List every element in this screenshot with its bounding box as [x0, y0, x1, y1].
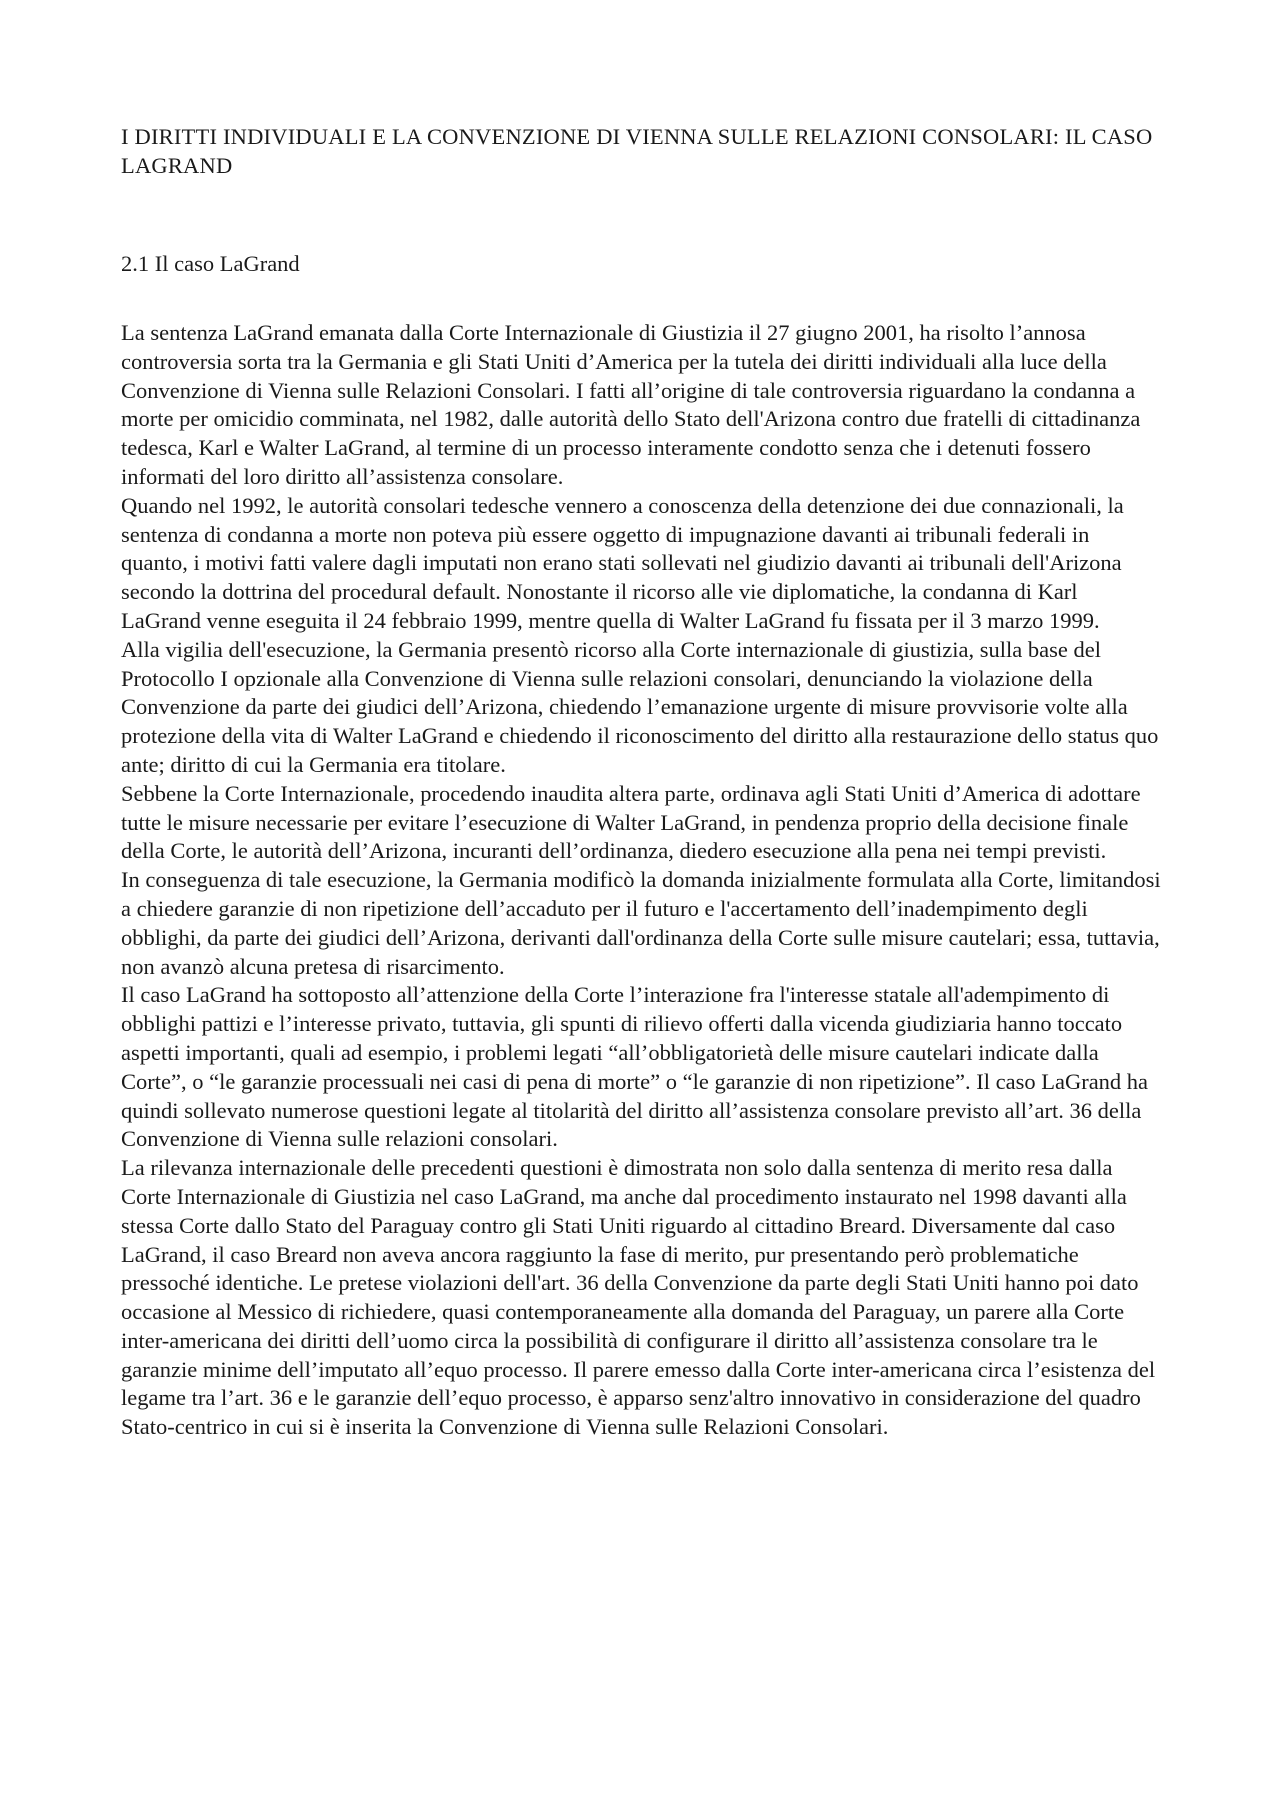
paragraph: La sentenza LaGrand emanata dalla Corte Internazionale di Giustizia il 27 giugno 2001, ha risolto l’annosa controversia sorta tra la Germania e gli Stati Uniti d’America per la tutela dei diritti individuali alla luce della Convenzione di Vienna sulle Relazioni Consolari. I fatti all’origine di tale controversia riguardano la condanna a morte per omicidio comminata, nel 1982, dalle autorità dello Stato dell'Arizona contro due fratelli di cittadinanza tedesca, Karl e Walter LaGrand, al termine di un processo interamente condotto senza che i detenuti fossero informati del loro diritto all’assistenza consolare. [121, 320, 1141, 489]
paragraph: Quando nel 1992, le autorità consolari tedesche vennero a conoscenza della detenzione dei due connazionali, la sentenza di condanna a morte non poteva più essere oggetto di impugnazione davanti ai tribunali federali in quanto, i motivi fatti valere dagli imputati non erano stati sollevati nel giudizio davanti ai tribunali dell'Arizona secondo la dottrina del procedural default. Nonostante il ricorso alle vie diplomatiche, la condanna di Karl LaGrand venne eseguita il 24 febbraio 1999, mentre quella di Walter LaGrand fu fissata per il 3 marzo 1999. [121, 492, 1124, 633]
paragraph: In conseguenza di tale esecuzione, la Germania modificò la domanda inizialmente formulata alla Corte, limitandosi a chiedere garanzie di non ripetizione dell’accaduto per il futuro e l'accertamento dell’inadempimento degli obblighi, da parte dei giudici dell’Arizona, derivanti dall'ordinanza della Corte sulle misure cautelari; essa, tuttavia, non avanzò alcuna pretesa di risarcimento. [121, 867, 1161, 979]
body-text [121, 319, 1161, 1442]
paragraph: Alla vigilia dell'esecuzione, la Germania presentò ricorso alla Corte internazionale di giustizia, sulla base del Protocollo I opzionale alla Convenzione di Vienna sulle relazioni consolari, denunciando la violazione della Convenzione da parte dei giudici dell’Arizona, chiedendo l’emanazione urgente di misure provvisorie volte alla protezione della vita di Walter LaGrand e chiedendo il riconoscimento del diritto alla restaurazione dello status quo ante; diritto di cui la Germania era titolare. [121, 636, 1159, 777]
paragraph: Il caso LaGrand ha sottoposto all’attenzione della Corte l’interazione fra l'interesse statale all'adempimento di obblighi pattizi e l’interesse privato, tuttavia, gli spunti di rilievo offerti dalla vicenda giudiziaria hanno toccato aspetti importanti, quali ad esempio, i problemi legati “all’obbligatorietà delle misure cautelari indicate dalla Corte”, o “le garanzie processuali nei casi di pena di morte” o “le garanzie di non ripetizione”. Il caso LaGrand ha quindi sollevato numerose questioni legate al titolarità del diritto all’assistenza consolare previsto all’art. 36 della Convenzione di Vienna sulle relazioni consolari. [121, 982, 1149, 1152]
section-heading: 2.1 Il caso LaGrand [121, 251, 300, 276]
paragraph: Sebbene la Corte Internazionale, procedendo inaudita altera parte, ordinava agli Stati Uniti d’America di adottare tutte le misure necessarie per evitare l’esecuzione di Walter LaGrand, in pendenza proprio della decisione finale della Corte, le autorità dell’Arizona, incuranti dell’ordinanza, diedero esecuzione alla pena nei tempi previsti. [121, 780, 1141, 864]
document-title: I DIRITTI INDIVIDUALI E LA CONVENZIONE DI VIENNA SULLE RELAZIONI CONSOLARI: IL CASO LAGRAND [121, 124, 1153, 178]
paragraph: La rilevanza internazionale delle precedenti questioni è dimostrata non solo dalla sentenza di merito resa dalla Corte Internazionale di Giustizia nel caso LaGrand, ma anche dal procedimento instaurato nel 1998 davanti alla stessa Corte dallo Stato del Paraguay contro gli Stati Uniti riguardo al cittadino Breard. Diversamente dal caso LaGrand, il caso Breard non aveva ancora raggiunto la fase di merito, pur presentando però problematiche pressoché identiche. Le pretese violazioni dell'art. 36 della Convenzione da parte degli Stati Uniti hanno poi dato occasione al Messico di richiedere, quasi contemporaneamente alla domanda del Paraguay, un parere alla Corte inter-americana dei diritti dell’uomo circa la possibilità di configurare il diritto all’assistenza consolare tra le garanzie minime dell’imputato all’equo processo. Il parere emesso dalla Corte inter-americana circa l’esistenza del legame tra l’art. 36 e le garanzie dell’equo processo, è apparso senz'altro innovativo in considerazione del quadro Stato-centrico in cui si è inserita la Convenzione di Vienna sulle Relazioni Consolari. [121, 1155, 1156, 1440]
